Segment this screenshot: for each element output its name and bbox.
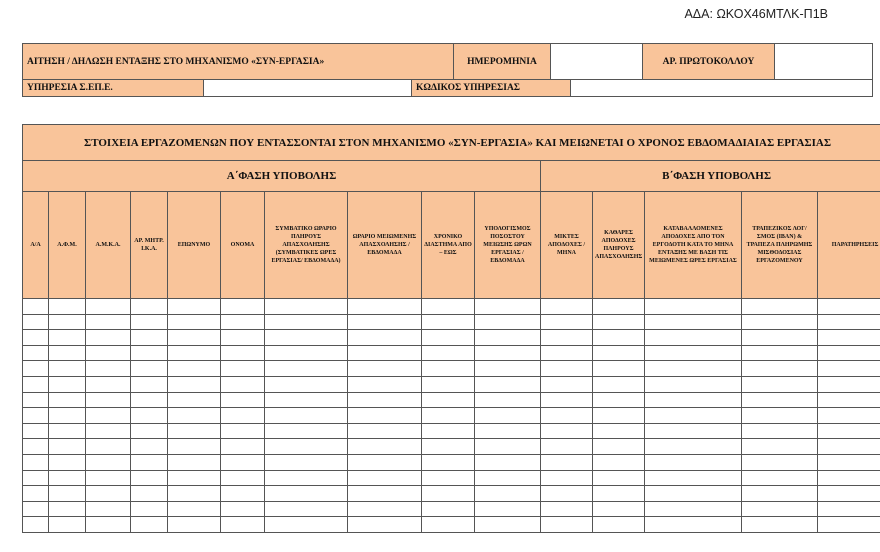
table-row <box>23 470 880 486</box>
table-row <box>23 408 880 424</box>
table-cell[interactable] <box>475 314 541 330</box>
table-cell[interactable] <box>86 501 131 517</box>
table-cell[interactable] <box>86 486 131 502</box>
table-cell[interactable] <box>348 299 422 315</box>
table-cell[interactable] <box>475 501 541 517</box>
table-cell[interactable] <box>221 361 265 377</box>
table-cell[interactable] <box>131 361 168 377</box>
table-cell[interactable] <box>593 376 645 392</box>
table-cell[interactable] <box>221 314 265 330</box>
table-cell[interactable] <box>742 299 818 315</box>
table-cell[interactable] <box>818 408 880 424</box>
protocol-field[interactable] <box>775 44 873 80</box>
table-cell[interactable] <box>541 517 593 533</box>
table-cell[interactable] <box>645 486 742 502</box>
table-cell[interactable] <box>541 330 593 346</box>
service-field[interactable] <box>204 80 412 97</box>
table-cell[interactable] <box>131 439 168 455</box>
table-cell[interactable] <box>131 517 168 533</box>
service-header-table <box>22 79 873 97</box>
table-cell[interactable] <box>818 299 880 315</box>
table-cell[interactable] <box>265 423 348 439</box>
table-cell[interactable] <box>593 486 645 502</box>
table-cell[interactable] <box>818 314 880 330</box>
service-code-label: ΚΩΔΙΚΟΣ ΥΠΗΡΕΣΙΑΣ <box>412 80 571 97</box>
phase-b-header: Β΄ΦΑΣΗ ΥΠΟΒΟΛΗΣ <box>541 161 880 192</box>
table-cell[interactable] <box>541 423 593 439</box>
table-cell[interactable] <box>593 517 645 533</box>
col-net-pay: ΚΑΘΑΡΕΣ ΑΠΟΔΟΧΕΣ ΠΛΗΡΟΥΣ ΑΠΑΣΧΟΛΗΣΗΣ <box>593 192 645 299</box>
table-cell[interactable] <box>645 470 742 486</box>
table-cell[interactable] <box>168 408 221 424</box>
table-cell[interactable] <box>475 486 541 502</box>
table-cell[interactable] <box>742 470 818 486</box>
table-cell[interactable] <box>265 454 348 470</box>
protocol-label: ΑΡ. ΠΡΩΤΟΚΟΛΛΟΥ <box>643 44 775 80</box>
table-cell[interactable] <box>475 408 541 424</box>
table-cell[interactable] <box>593 501 645 517</box>
table-cell[interactable] <box>475 361 541 377</box>
table-cell[interactable] <box>49 330 86 346</box>
table-cell[interactable] <box>23 501 49 517</box>
table-cell[interactable] <box>23 470 49 486</box>
table-cell[interactable] <box>645 439 742 455</box>
table-cell[interactable] <box>49 408 86 424</box>
table-cell[interactable] <box>23 299 49 315</box>
table-cell[interactable] <box>23 345 49 361</box>
table-cell[interactable] <box>23 330 49 346</box>
table-cell[interactable] <box>168 330 221 346</box>
table-cell[interactable] <box>49 423 86 439</box>
service-label: ΥΠΗΡΕΣΙΑ Σ.ΕΠ.Ε. <box>23 80 204 97</box>
table-cell[interactable] <box>742 501 818 517</box>
table-cell[interactable] <box>475 330 541 346</box>
table-cell[interactable] <box>348 330 422 346</box>
table-cell[interactable] <box>742 517 818 533</box>
table-cell[interactable] <box>593 470 645 486</box>
table-cell[interactable] <box>131 376 168 392</box>
table-cell[interactable] <box>221 330 265 346</box>
table-cell[interactable] <box>593 392 645 408</box>
table-cell[interactable] <box>131 345 168 361</box>
table-cell[interactable] <box>131 314 168 330</box>
table-cell[interactable] <box>49 361 86 377</box>
table-cell[interactable] <box>475 392 541 408</box>
col-employer-pay: ΚΑΤΑΒΑΛΛΟΜΕΝΕΣ ΑΠΟΔΟΧΕΣ ΑΠΟ ΤΟΝ ΕΡΓΟΔΟΤΗ ΚΑΤΑ ΤΟ ΜΗΝΑ ΕΝΤΑΞΗΣ ΜΕ ΒΑΣΗ ΤΙΣ ΜΕΙΩΜΕΝΕΣ ΩΡΕΣ ΕΡΓΑΣΙΑΣ <box>645 192 742 299</box>
table-cell[interactable] <box>265 408 348 424</box>
table-cell[interactable] <box>49 345 86 361</box>
table-cell[interactable] <box>348 439 422 455</box>
table-cell[interactable] <box>422 408 475 424</box>
table-cell[interactable] <box>348 392 422 408</box>
table-cell[interactable] <box>348 486 422 502</box>
table-cell[interactable] <box>818 423 880 439</box>
table-cell[interactable] <box>49 439 86 455</box>
table-cell[interactable] <box>131 486 168 502</box>
col-surname: ΕΠΩΝΥΜΟ <box>168 192 221 299</box>
table-cell[interactable] <box>265 361 348 377</box>
table-cell[interactable] <box>49 454 86 470</box>
col-reduction-percent: ΥΠΟΛΟΓΙΣΜΟΣ ΠΟΣΟΣΤΟΥ ΜΕΙΩΣΗΣ ΩΡΩΝ ΕΡΓΑΣΙΑΣ / ΕΒΔΟΜΑΔΑ <box>475 192 541 299</box>
table-cell[interactable] <box>265 486 348 502</box>
table-cell[interactable] <box>86 361 131 377</box>
table-cell[interactable] <box>86 423 131 439</box>
table-cell[interactable] <box>86 314 131 330</box>
table-cell[interactable] <box>422 501 475 517</box>
col-contract-hours: ΣΥΜΒΑΤΙΚΟ ΩΡΑΡΙΟ ΠΛΗΡΟΥΣ ΑΠΑΣΧΟΛΗΣΗΣ (ΣΥΜΒΑΤΙΚΕΣ ΩΡΕΣ ΕΡΓΑΣΙΑΣ/ ΕΒΔΟΜΑΔΑ) <box>265 192 348 299</box>
application-title: ΑΙΤΗΣΗ / ΔΗΛΩΣΗ ΕΝΤΑΞΗΣ ΣΤΟ ΜΗΧΑΝΙΣΜΟ «ΣΥΝ-ΕΡΓΑΣΙΑ» <box>23 44 454 80</box>
table-cell[interactable] <box>645 392 742 408</box>
table-cell[interactable] <box>265 439 348 455</box>
table-cell[interactable] <box>265 392 348 408</box>
table-row <box>23 486 880 502</box>
table-cell[interactable] <box>818 330 880 346</box>
table-cell[interactable] <box>475 423 541 439</box>
table-cell[interactable] <box>348 423 422 439</box>
table-cell[interactable] <box>265 517 348 533</box>
table-row <box>23 392 880 408</box>
table-cell[interactable] <box>168 299 221 315</box>
table-cell[interactable] <box>541 376 593 392</box>
col-gross-pay: ΜΙΚΤΕΣ ΑΠΟΔΟΧΕΣ / ΜΗΝΑ <box>541 192 593 299</box>
table-cell[interactable] <box>131 470 168 486</box>
table-cell[interactable] <box>541 392 593 408</box>
table-cell[interactable] <box>168 470 221 486</box>
phase-a-header: Α΄ΦΑΣΗ ΥΠΟΒΟΛΗΣ <box>23 161 541 192</box>
table-cell[interactable] <box>818 517 880 533</box>
table-cell[interactable] <box>168 486 221 502</box>
table-cell[interactable] <box>49 376 86 392</box>
table-cell[interactable] <box>348 408 422 424</box>
table-cell[interactable] <box>475 517 541 533</box>
table-row <box>23 345 880 361</box>
table-cell[interactable] <box>348 470 422 486</box>
table-cell[interactable] <box>348 345 422 361</box>
col-amka: Α.Μ.Κ.Α. <box>86 192 131 299</box>
col-iban: ΤΡΑΠΕΖΙΚΟΣ ΛΟΓ/ΣΜΟΣ (IBAN) & ΤΡΑΠΕΖΑ ΠΛΗΡΩΜΗΣ ΜΙΣΘΟΔΟΣΙΑΣ ΕΡΓΑΖΟΜΕΝΟΥ <box>742 192 818 299</box>
table-cell[interactable] <box>422 376 475 392</box>
col-notes: ΠΑΡΑΤΗΡΗΣΕΙΣ <box>818 192 880 299</box>
table-cell[interactable] <box>475 439 541 455</box>
table-cell[interactable] <box>818 439 880 455</box>
table-cell[interactable] <box>593 345 645 361</box>
table-cell[interactable] <box>86 454 131 470</box>
table-cell[interactable] <box>742 376 818 392</box>
table-cell[interactable] <box>23 314 49 330</box>
table-cell[interactable] <box>742 423 818 439</box>
table-cell[interactable] <box>475 299 541 315</box>
table-cell[interactable] <box>131 408 168 424</box>
table-cell[interactable] <box>645 345 742 361</box>
col-name: ΟΝΟΜΑ <box>221 192 265 299</box>
table-cell[interactable] <box>348 314 422 330</box>
table-cell[interactable] <box>265 470 348 486</box>
table-cell[interactable] <box>475 376 541 392</box>
table-cell[interactable] <box>49 392 86 408</box>
table-cell[interactable] <box>265 345 348 361</box>
table-cell[interactable] <box>131 454 168 470</box>
table-cell[interactable] <box>593 423 645 439</box>
table-cell[interactable] <box>348 361 422 377</box>
date-label: ΗΜΕΡΟΜΗΝΙΑ <box>454 44 551 80</box>
table-cell[interactable] <box>265 376 348 392</box>
table-cell[interactable] <box>645 376 742 392</box>
col-reduced-hours: ΩΡΑΡΙΟ ΜΕΙΩΜΕΝΗΣ ΑΠΑΣΧΟΛΗΣΗΣ / ΕΒΔΟΜΑΔΑ <box>348 192 422 299</box>
table-cell[interactable] <box>168 392 221 408</box>
table-cell[interactable] <box>742 486 818 502</box>
table-cell[interactable] <box>742 454 818 470</box>
table-cell[interactable] <box>131 501 168 517</box>
table-cell[interactable] <box>593 454 645 470</box>
table-cell[interactable] <box>86 330 131 346</box>
col-aa: Α/Α <box>23 192 49 299</box>
table-cell[interactable] <box>86 517 131 533</box>
table-cell[interactable] <box>541 454 593 470</box>
table-cell[interactable] <box>818 501 880 517</box>
table-cell[interactable] <box>221 345 265 361</box>
table-cell[interactable] <box>593 361 645 377</box>
date-field[interactable] <box>551 44 643 80</box>
table-cell[interactable] <box>23 392 49 408</box>
table-cell[interactable] <box>645 408 742 424</box>
table-cell[interactable] <box>645 314 742 330</box>
table-cell[interactable] <box>818 376 880 392</box>
table-cell[interactable] <box>593 314 645 330</box>
table-cell[interactable] <box>348 517 422 533</box>
table-cell[interactable] <box>742 392 818 408</box>
table-cell[interactable] <box>422 423 475 439</box>
table-cell[interactable] <box>23 423 49 439</box>
table-cell[interactable] <box>86 376 131 392</box>
table-cell[interactable] <box>645 299 742 315</box>
table-cell[interactable] <box>422 314 475 330</box>
table-cell[interactable] <box>422 517 475 533</box>
table-cell[interactable] <box>265 501 348 517</box>
table-cell[interactable] <box>541 439 593 455</box>
table-cell[interactable] <box>265 330 348 346</box>
table-cell[interactable] <box>645 454 742 470</box>
table-cell[interactable] <box>348 501 422 517</box>
table-cell[interactable] <box>221 439 265 455</box>
table-cell[interactable] <box>818 345 880 361</box>
table-cell[interactable] <box>168 376 221 392</box>
table-row <box>23 439 880 455</box>
table-cell[interactable] <box>593 408 645 424</box>
table-cell[interactable] <box>168 423 221 439</box>
table-cell[interactable] <box>168 501 221 517</box>
table-row <box>23 376 880 392</box>
table-cell[interactable] <box>86 299 131 315</box>
table-cell[interactable] <box>265 299 348 315</box>
table-cell[interactable] <box>221 423 265 439</box>
table-cell[interactable] <box>422 330 475 346</box>
table-cell[interactable] <box>742 314 818 330</box>
table-cell[interactable] <box>265 314 348 330</box>
table-cell[interactable] <box>593 330 645 346</box>
table-cell[interactable] <box>645 423 742 439</box>
table-cell[interactable] <box>23 439 49 455</box>
table-cell[interactable] <box>221 517 265 533</box>
table-cell[interactable] <box>422 454 475 470</box>
table-cell[interactable] <box>49 314 86 330</box>
table-cell[interactable] <box>23 361 49 377</box>
table-cell[interactable] <box>221 486 265 502</box>
table-cell[interactable] <box>645 517 742 533</box>
table-cell[interactable] <box>475 345 541 361</box>
table-row <box>23 423 880 439</box>
col-afm: Α.Φ.Μ. <box>49 192 86 299</box>
employees-table <box>22 124 880 533</box>
table-cell[interactable] <box>818 392 880 408</box>
table-cell[interactable] <box>593 299 645 315</box>
table-row <box>23 361 880 377</box>
table-cell[interactable] <box>422 486 475 502</box>
table-title: ΣΤΟΙΧΕΙΑ ΕΡΓΑΖΟΜΕΝΩΝ ΠΟΥ ΕΝΤΑΣΣΟΝΤΑΙ ΣΤΟΝ ΜΗΧΑΝΙΣΜΟ «ΣΥΝ-ΕΡΓΑΣΙΑ» ΚΑΙ ΜΕΙΩΝΕΤΑΙ Ο ΧΡΟΝΟΣ ΕΒΔΟΜΑΔΙΑΙΑΣ ΕΡΓΑΣΙΑΣ <box>23 125 880 161</box>
table-cell[interactable] <box>49 501 86 517</box>
col-period: ΧΡΟΝΙΚΟ ΔΙΑΣΤΗΜΑ ΑΠΟ – ΕΩΣ <box>422 192 475 299</box>
table-cell[interactable] <box>86 470 131 486</box>
table-body <box>23 299 880 533</box>
table-cell[interactable] <box>645 501 742 517</box>
table-cell[interactable] <box>131 299 168 315</box>
table-cell[interactable] <box>168 361 221 377</box>
table-cell[interactable] <box>422 470 475 486</box>
table-cell[interactable] <box>86 439 131 455</box>
ada-code: ΑΔΑ: ΩΚΟΧ46ΜΤΛΚ-Π1Β <box>684 7 828 21</box>
table-cell[interactable] <box>818 486 880 502</box>
table-cell[interactable] <box>221 408 265 424</box>
table-cell[interactable] <box>49 486 86 502</box>
table-cell[interactable] <box>221 470 265 486</box>
table-cell[interactable] <box>131 330 168 346</box>
table-cell[interactable] <box>221 376 265 392</box>
table-cell[interactable] <box>86 392 131 408</box>
col-ika: ΑΡ. ΜΗΤΡ. Ι.Κ.Α. <box>131 192 168 299</box>
table-cell[interactable] <box>348 376 422 392</box>
table-cell[interactable] <box>742 439 818 455</box>
table-cell[interactable] <box>422 299 475 315</box>
table-cell[interactable] <box>742 345 818 361</box>
table-cell[interactable] <box>168 314 221 330</box>
table-cell[interactable] <box>422 439 475 455</box>
table-cell[interactable] <box>86 408 131 424</box>
table-cell[interactable] <box>818 454 880 470</box>
table-cell[interactable] <box>221 454 265 470</box>
table-cell[interactable] <box>818 470 880 486</box>
table-row <box>23 299 880 315</box>
table-cell[interactable] <box>23 376 49 392</box>
table-cell[interactable] <box>23 486 49 502</box>
table-cell[interactable] <box>221 299 265 315</box>
table-cell[interactable] <box>541 361 593 377</box>
table-cell[interactable] <box>475 470 541 486</box>
table-row <box>23 517 880 533</box>
table-cell[interactable] <box>422 392 475 408</box>
table-row <box>23 454 880 470</box>
table-cell[interactable] <box>49 299 86 315</box>
table-cell[interactable] <box>221 501 265 517</box>
table-cell[interactable] <box>645 361 742 377</box>
table-cell[interactable] <box>422 361 475 377</box>
table-cell[interactable] <box>593 439 645 455</box>
table-cell[interactable] <box>49 470 86 486</box>
table-cell[interactable] <box>742 408 818 424</box>
table-cell[interactable] <box>541 486 593 502</box>
table-cell[interactable] <box>541 314 593 330</box>
table-cell[interactable] <box>541 408 593 424</box>
table-cell[interactable] <box>23 408 49 424</box>
table-cell[interactable] <box>818 361 880 377</box>
table-cell[interactable] <box>348 454 422 470</box>
table-cell[interactable] <box>23 454 49 470</box>
table-cell[interactable] <box>168 439 221 455</box>
table-cell[interactable] <box>541 501 593 517</box>
table-cell[interactable] <box>23 517 49 533</box>
table-cell[interactable] <box>541 345 593 361</box>
table-cell[interactable] <box>422 345 475 361</box>
table-cell[interactable] <box>86 345 131 361</box>
table-cell[interactable] <box>131 423 168 439</box>
table-cell[interactable] <box>645 330 742 346</box>
service-code-field[interactable] <box>571 80 873 97</box>
table-cell[interactable] <box>541 299 593 315</box>
table-row <box>23 330 880 346</box>
table-cell[interactable] <box>221 392 265 408</box>
table-cell[interactable] <box>131 392 168 408</box>
table-cell[interactable] <box>168 345 221 361</box>
table-cell[interactable] <box>742 361 818 377</box>
table-row <box>23 501 880 517</box>
table-cell[interactable] <box>742 330 818 346</box>
table-cell[interactable] <box>541 470 593 486</box>
table-cell[interactable] <box>475 454 541 470</box>
application-header-table <box>22 43 873 80</box>
table-cell[interactable] <box>168 517 221 533</box>
table-cell[interactable] <box>49 517 86 533</box>
table-cell[interactable] <box>168 454 221 470</box>
table-row <box>23 314 880 330</box>
